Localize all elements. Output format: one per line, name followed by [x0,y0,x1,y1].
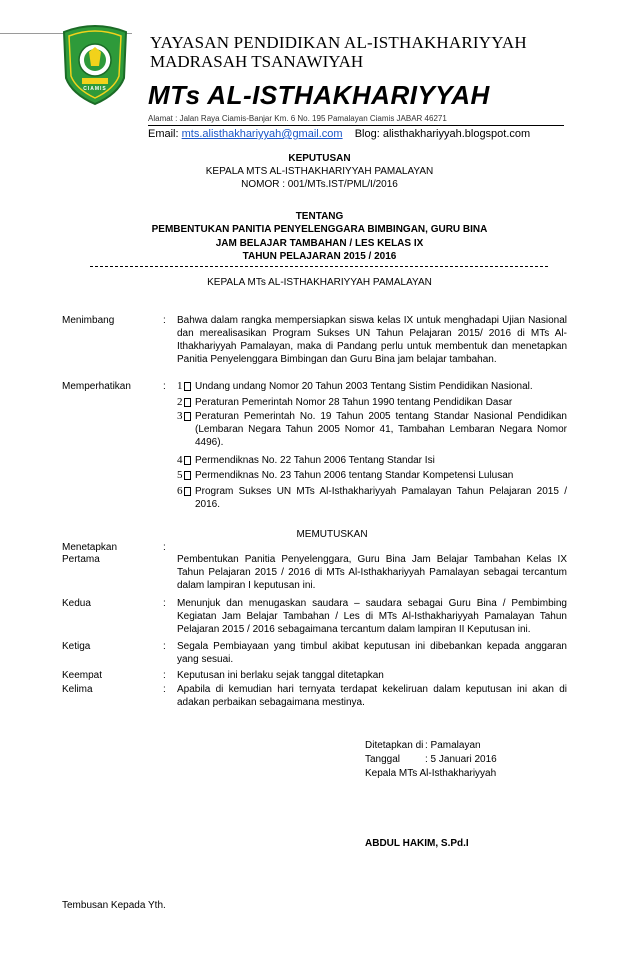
signature-place [365,739,481,752]
considering-colon: : [163,315,166,326]
observing-item-text: Peraturan Pemerintah No. 19 Tahun 2005 tentang Standar Nasional Pendidikan (Lembaran Negara Tahun 2005 Nomor 41, Tambahan Lembaran Negara Nomor 4496). [195,411,567,448]
subject-line-2: JAM BELAJAR TAMBAHAN / LES KELAS IX [215,238,424,249]
point-text: Menunjuk dan menugaskan saudara – saudara sebagai Guru Bina / Pembimbing Kegiatan Jam Belajar Tambahan / Les di MTs Al-Isthakhariyyah Pamalayan Tahun Pelajaran 2015 / 2016 sebagaimana tercantum dalam lampiran II Keputusan ini. [177,598,567,635]
point-label: Ketiga [62,641,91,652]
date-value: : 5 Januari 2016 [425,754,497,765]
point-colon: : [163,598,166,609]
point-colon: : [163,670,166,681]
item-number: 1 [177,380,183,392]
school-type: MADRASAH TSANAWIYAH [150,52,364,71]
email-label: Email: [148,128,179,140]
place-value: : Pamalayan [425,740,481,751]
observing-item [177,380,567,393]
considering-label: Menimbang [62,315,115,326]
dashed-divider [90,266,548,267]
signer-name: ABDUL HAKIM, S.Pd.I [365,838,469,849]
observing-colon: : [163,381,166,392]
bullet-box-icon [184,471,191,480]
letterhead-rule [148,125,564,126]
logo-caption: CIAMIS [83,86,107,92]
bullet-box-icon [184,398,191,407]
observing-item-text: Permendiknas No. 22 Tahun 2006 Tentang Standar Isi [195,455,435,466]
observing-item-text: Peraturan Pemerintah Nomor 28 Tahun 1990 tentang Pendidikan Dasar [195,397,513,408]
point-text: Keputusan ini berlaku sejak tanggal ditetapkan [177,670,384,681]
signer-role: Kepala MTs Al-Isthakhariyyah [365,768,497,779]
date-label: Tanggal [365,754,401,765]
observing-item-text: Undang undang Nomor 20 Tahun 2003 Tentang Sistim Pendidikan Nasional. [195,381,533,392]
observing-item [177,396,567,409]
point-colon: : [163,684,166,695]
point-text: Apabila di kemudian hari ternyata terdapat kekeliruan dalam keputusan ini akan di adakan perbaikan sebagaimana mestinya. [177,684,567,708]
school-name: MTs AL-ISTHAKHARIYYAH [148,80,490,110]
point-label: Kelima [62,684,93,695]
place-label: Ditetapkan di [365,740,424,751]
menetapkan-label: Menetapkan [62,542,118,553]
contact-line [148,127,530,141]
decide-heading: MEMUTUSKAN [296,529,368,540]
bullet-box-icon [184,412,191,421]
observing-item [177,485,567,511]
item-number: 6 [177,485,183,497]
point-colon: : [163,641,166,652]
observing-item [177,454,567,467]
email-link[interactable]: mts.alisthakhariyyah@gmail.com [181,128,343,140]
item-number: 5 [177,469,183,481]
bullet-box-icon [184,382,191,391]
subject-line-3: TAHUN PELAJARAN 2015 / 2016 [242,251,397,262]
bullet-box-icon [184,487,191,496]
doc-number: NOMOR : 001/MTs.IST/PML/I/2016 [241,179,398,190]
point-label: Pertama [62,554,100,565]
considering-text: Bahwa dalam rangka mempersiapkan siswa kelas IX untuk menghadapi Ujian Nasional dan merealisasikan Program Sukses UN Tahun Pelajaran 2015/ 2016 di MTs Al-Ithakhariyyah Pamalayan, maka di Pandang perlu untuk membentuk dan menetapkan Panitia Penyelenggara Bimbingan dan Guru Bina jam belajar tambahan. [177,315,567,365]
point-text: Segala Pembiayaan yang timbul akibat keputusan ini dibebankan kepada anggaran yang sesuai. [177,641,567,665]
school-logo [58,22,132,106]
observing-label: Memperhatikan [62,381,131,392]
point-label: Kedua [62,598,91,609]
observing-item [177,410,567,449]
menetapkan-colon: : [163,542,166,553]
carbon-copy: Tembusan Kepada Yth. [62,900,166,911]
foundation-name: YAYASAN PENDIDIKAN AL-ISTHAKHARIYYAH [150,33,527,52]
bullet-box-icon [184,456,191,465]
tentang-heading: TENTANG [295,211,344,222]
point-text: Pembentukan Panitia Penyelenggara, Guru Bina Jam Belajar Tambahan Kelas IX Tahun Pelajaran 2015 / 2016 di MTs Al-Isthakhariyyah Pamalayan sebagai tercantum dalam lampiran I keputusan ini. [177,554,567,591]
item-number: 2 [177,396,183,408]
signature-date [365,753,497,766]
observing-item-text: Program Sukses UN MTs Al-Isthakhariyyah Pamalayan Tahun Pelajaran 2015 / 2016. [195,486,567,510]
item-number: 4 [177,454,183,466]
item-number: 3 [177,410,183,422]
blog-text: Blog: alisthakhariyyah.blogspot.com [354,128,531,140]
subject-line-1: PEMBENTUKAN PANITIA PENYELENGGARA BIMBINGAN, GURU BINA [151,224,488,235]
point-label: Keempat [62,670,103,681]
issuer: KEPALA MTS AL-ISTHAKHARIYYAH PAMALAYAN [205,166,434,177]
observing-item-text: Permendiknas No. 23 Tahun 2006 tentang Standar Kompetensi Lulusan [195,470,514,481]
doc-type: KEPUTUSAN [288,153,351,164]
observing-item [177,469,567,482]
issuer-2: KEPALA MTs AL-ISTHAKHARIYYAH PAMALAYAN [207,277,432,288]
school-address: Alamat : Jalan Raya Ciamis-Banjar Km. 6 No. 195 Pamalayan Ciamis JABAR 46271 [148,114,447,123]
